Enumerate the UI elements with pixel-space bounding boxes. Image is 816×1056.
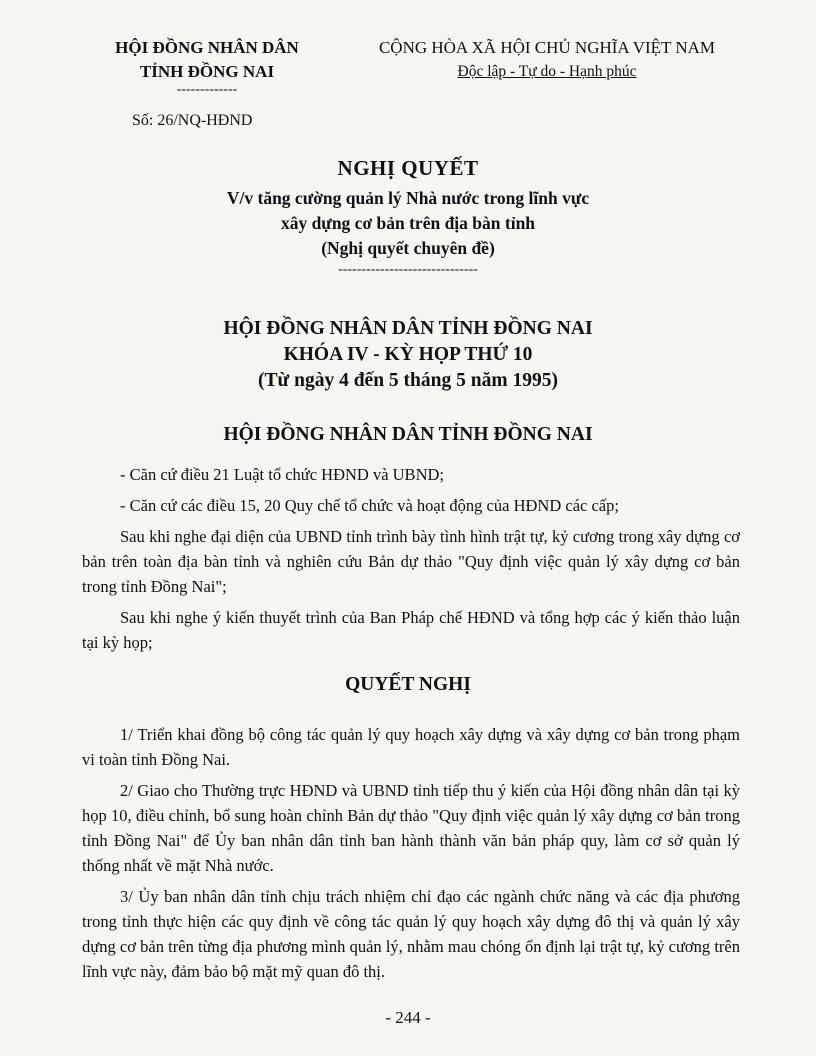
decision-item: 1/ Triển khai đồng bộ công tác quản lý quy hoạch xây dựng và xây dựng cơ bản trong phạm vi toàn tỉnh Đồng Nai. [82, 725, 740, 769]
decision-item: 3/ Ủy ban nhân dân tỉnh chịu trách nhiệm chỉ đạo các ngành chức năng và các địa phương trong tỉnh thực hiện các quy định về công tác quản lý quy hoạch xây dựng đô thị và quản lý xây dựng cơ bản trên từng địa phương mình quản lý, nhằm mau chóng ổn định lại trật tự, kỷ cương trên lĩnh vực này, đảm bảo bộ mặt mỹ quan đô thị. [82, 887, 740, 981]
subject-line-3: (Nghị quyết chuyên đề) [321, 238, 495, 258]
document-title: NGHỊ QUYẾT [337, 156, 479, 180]
authority-rule: ------------- [176, 82, 238, 97]
document-subject [0, 186, 816, 261]
preamble [82, 462, 740, 661]
national-heading [355, 36, 739, 84]
preamble-item: - Căn cứ điều 21 Luật tổ chức HĐND và UBND; [120, 465, 444, 484]
decision-heading: QUYẾT NGHỊ [345, 674, 471, 695]
national-motto: Độc lập - Tự do - Hạnh phúc [457, 63, 637, 80]
session-line-3: (Từ ngày 4 đến 5 tháng 5 năm 1995) [258, 370, 558, 391]
subject-line-1: V/v tăng cường quản lý Nhà nước trong lĩnh vực [226, 188, 590, 208]
council-heading: HỘI ĐỒNG NHÂN DÂN TỈNH ĐỒNG NAI [223, 424, 593, 445]
session-block [0, 316, 816, 394]
page-number: - 244 - [385, 1008, 431, 1027]
decisions [82, 722, 740, 990]
document-number: Số: 26/NQ-HĐND [132, 112, 253, 129]
decision-item: 2/ Giao cho Thường trực HĐND và UBND tỉnh tiếp thu ý kiến của Hội đồng nhân dân tại kỳ họp 10, điều chỉnh, bổ sung hoàn chỉnh Bản dự thảo "Quy định việc quản lý xây dựng cơ bản trong tỉnh Đồng Nai" để Ủy ban nhân dân tỉnh ban hành thành văn bản pháp quy, làm cơ sở quản lý thống nhất về mặt Nhà nước. [82, 781, 740, 875]
country-name: CỘNG HÒA XÃ HỘI CHỦ NGHĨA VIỆT NAM [378, 38, 716, 57]
preamble-item: Sau khi nghe ý kiến thuyết trình của Ban Pháp chế HĐND và tổng hợp các ý kiến thảo luận tại kỳ họp; [82, 608, 740, 652]
title-rule: ------------------------------ [338, 262, 478, 277]
preamble-item: Sau khi nghe đại diện của UBND tỉnh trình bày tình hình trật tự, kỷ cương trong xây dựng cơ bản trên toàn địa bàn tỉnh và nghiên cứu Bản dự thảo "Quy định việc quản lý xây dựng cơ bản trong tỉnh Đồng Nai"; [82, 527, 740, 596]
subject-line-2: xây dựng cơ bản trên địa bàn tỉnh [280, 213, 536, 233]
preamble-item: - Căn cứ các điều 15, 20 Quy chế tổ chức và hoạt động của HĐND các cấp; [120, 496, 619, 515]
session-line-2: KHÓA IV - KỲ HỌP THỨ 10 [283, 344, 533, 365]
authority-line-2: TỈNH ĐỒNG NAI [139, 62, 275, 81]
session-line-1: HỘI ĐỒNG NHÂN DÂN TỈNH ĐỒNG NAI [223, 318, 593, 339]
issuing-authority [92, 36, 322, 96]
authority-line-1: HỘI ĐỒNG NHÂN DÂN [115, 38, 299, 57]
